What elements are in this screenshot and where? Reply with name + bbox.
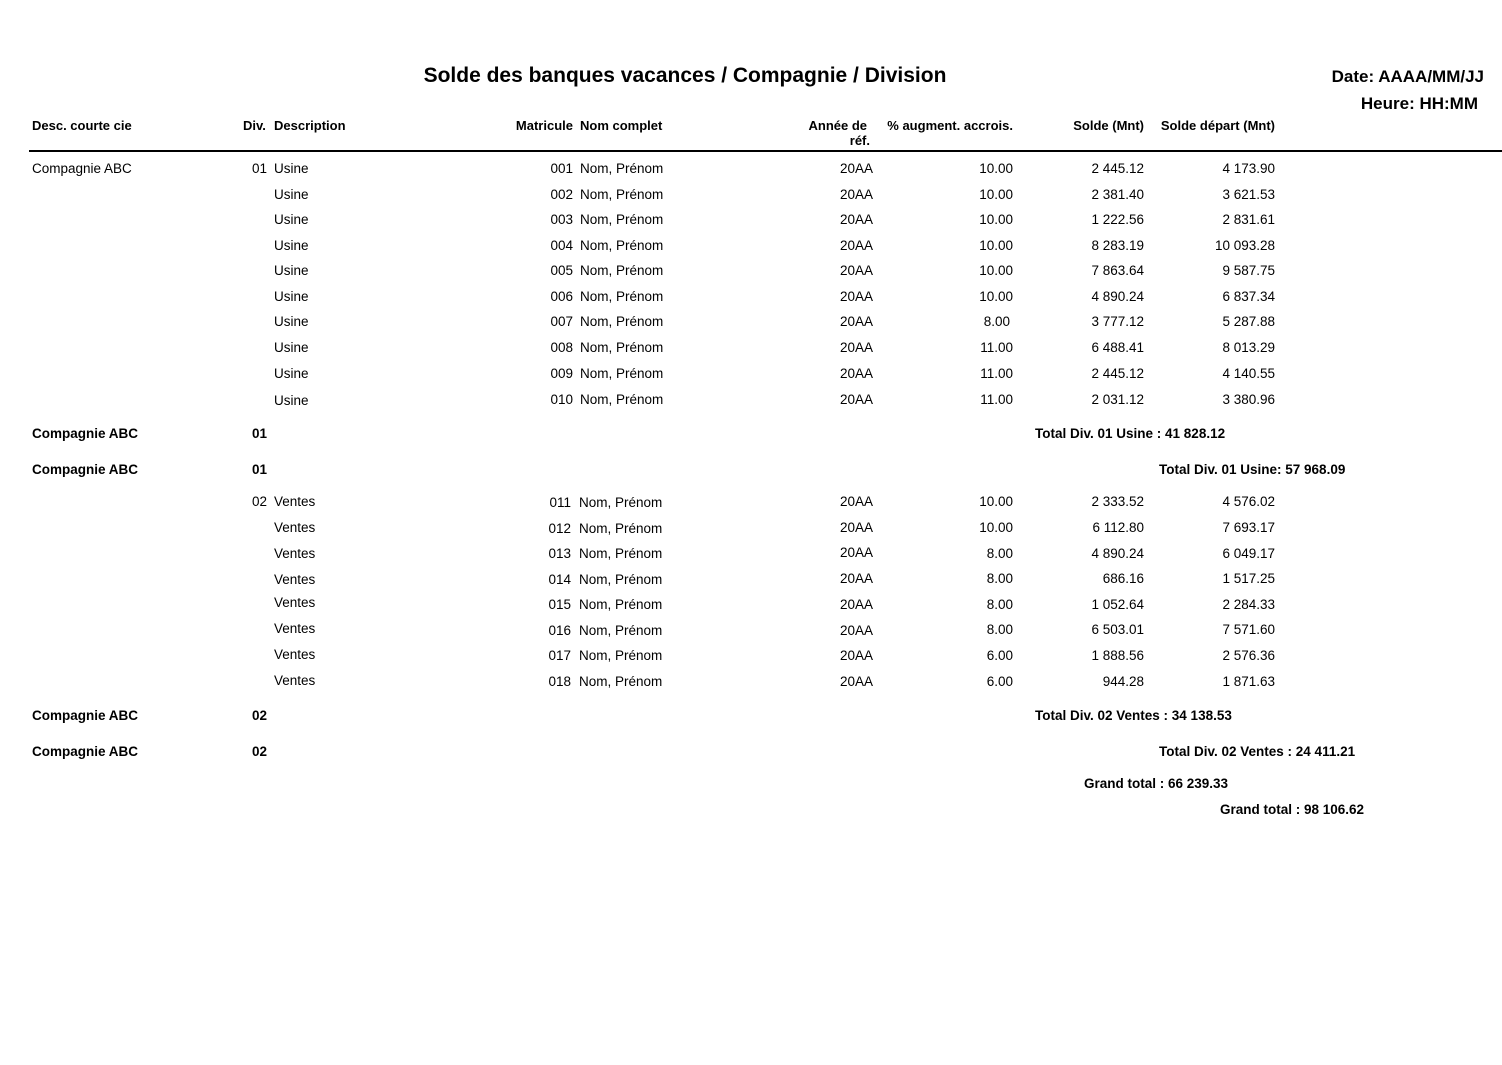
row-name: Nom, Prénom — [580, 187, 664, 202]
row-name: Nom, Prénom — [579, 648, 663, 663]
row-pct: 6.00 — [986, 648, 1013, 663]
row-start-balance: 2 831.61 — [1222, 212, 1275, 227]
row-balance: 1 222.56 — [1091, 212, 1144, 227]
subtotal-div-code: 01 — [252, 462, 268, 477]
row-description: Ventes — [274, 572, 316, 587]
subtotal-start-balance: Total Div. 01 Usine: 57 968.09 — [1159, 462, 1346, 477]
row-start-balance: 5 287.88 — [1222, 314, 1275, 329]
row-start-balance: 3 621.53 — [1222, 187, 1275, 202]
row-description: Usine — [274, 289, 309, 304]
row-pct: 11.00 — [980, 340, 1013, 355]
row-balance: 944.28 — [1102, 674, 1144, 689]
row-start-balance: 4 576.02 — [1222, 494, 1275, 509]
header-name: Nom complet — [580, 118, 663, 133]
row-matricule: 012 — [548, 521, 571, 536]
row-start-balance: 9 587.75 — [1222, 263, 1275, 278]
header-year-line2: réf. — [849, 133, 870, 148]
header-matricule: Matricule — [515, 118, 573, 133]
report-time: Heure: HH:MM — [1360, 94, 1478, 113]
row-year: 20AA — [839, 674, 873, 689]
row-pct: 8.00 — [986, 546, 1013, 561]
row-pct: 6.00 — [986, 674, 1013, 689]
header-div: Div. — [243, 118, 266, 133]
row-year: 20AA — [839, 238, 873, 253]
row-balance: 1 888.56 — [1091, 648, 1144, 663]
row-year: 20AA — [839, 520, 873, 535]
row-name: Nom, Prénom — [579, 521, 663, 536]
row-description: Ventes — [274, 494, 316, 509]
header-description: Description — [274, 118, 346, 133]
subtotal-div-code: 02 — [252, 708, 268, 723]
row-description: Usine — [274, 263, 309, 278]
grand-total-balance: Grand total : 66 239.33 — [1084, 776, 1229, 791]
row-matricule: 008 — [550, 340, 573, 355]
row-name: Nom, Prénom — [579, 597, 663, 612]
row-balance: 1 052.64 — [1091, 597, 1144, 612]
row-description: Usine — [274, 212, 309, 227]
row-start-balance: 10 093.28 — [1214, 238, 1275, 253]
row-description: Usine — [274, 393, 309, 408]
row-description: Usine — [274, 366, 309, 381]
row-balance: 6 488.41 — [1091, 340, 1144, 355]
row-pct: 10.00 — [979, 212, 1013, 227]
header-start-balance: Solde départ (Mnt) — [1160, 118, 1275, 133]
row-pct: 10.00 — [979, 520, 1013, 535]
row-start-balance: 6 049.17 — [1222, 546, 1275, 561]
header-company: Desc. courte cie — [32, 118, 132, 133]
subtotal-balance: Total Div. 01 Usine : 41 828.12 — [1035, 426, 1226, 441]
row-start-balance: 4 140.55 — [1222, 366, 1275, 381]
grand-total-start-balance: Grand total : 98 106.62 — [1220, 802, 1365, 817]
row-name: Nom, Prénom — [580, 340, 664, 355]
row-name: Nom, Prénom — [579, 572, 663, 587]
row-start-balance: 6 837.34 — [1222, 289, 1275, 304]
row-name: Nom, Prénom — [579, 546, 663, 561]
row-balance: 7 863.64 — [1091, 263, 1144, 278]
row-balance: 4 890.24 — [1091, 546, 1144, 561]
row-pct: 8.00 — [986, 622, 1013, 637]
subtotal-div-code: 01 — [252, 426, 268, 441]
row-year: 20AA — [839, 366, 873, 381]
row-name: Nom, Prénom — [580, 392, 664, 407]
row-pct: 8.00 — [986, 571, 1013, 586]
report-date: Date: AAAA/MM/JJ — [1331, 67, 1484, 86]
row-name: Nom, Prénom — [580, 366, 664, 381]
row-description: Ventes — [274, 546, 316, 561]
group-div-code: 02 — [252, 494, 268, 509]
row-description: Usine — [274, 161, 309, 176]
row-pct: 10.00 — [979, 161, 1013, 176]
row-matricule: 007 — [550, 314, 573, 329]
row-year: 20AA — [839, 545, 873, 560]
row-year: 20AA — [839, 212, 873, 227]
row-year: 20AA — [839, 571, 873, 586]
row-pct: 10.00 — [979, 494, 1013, 509]
row-start-balance: 3 380.96 — [1222, 392, 1275, 407]
row-year: 20AA — [839, 263, 873, 278]
row-start-balance: 8 013.29 — [1222, 340, 1275, 355]
subtotal-company: Compagnie ABC — [32, 708, 139, 723]
row-start-balance: 2 576.36 — [1222, 648, 1275, 663]
row-balance: 3 777.12 — [1091, 314, 1144, 329]
row-matricule: 010 — [550, 392, 573, 407]
row-matricule: 004 — [550, 238, 573, 253]
row-balance: 2 445.12 — [1091, 366, 1144, 381]
row-name: Nom, Prénom — [580, 314, 664, 329]
row-description: Ventes — [274, 673, 316, 688]
row-name: Nom, Prénom — [580, 238, 664, 253]
row-year: 20AA — [839, 161, 873, 176]
row-year: 20AA — [839, 597, 873, 612]
row-matricule: 018 — [548, 674, 571, 689]
subtotal-div-code: 02 — [252, 744, 268, 759]
row-description: Ventes — [274, 595, 316, 610]
row-year: 20AA — [839, 314, 873, 329]
row-matricule: 015 — [548, 597, 571, 612]
row-pct: 8.00 — [983, 314, 1010, 329]
report-title: Solde des banques vacances / Compagnie / Division — [423, 64, 947, 87]
row-pct: 8.00 — [986, 597, 1013, 612]
row-pct: 10.00 — [979, 238, 1013, 253]
row-matricule: 003 — [550, 212, 573, 227]
group-div-code: 01 — [252, 161, 268, 176]
row-pct: 10.00 — [979, 289, 1013, 304]
row-name: Nom, Prénom — [580, 161, 664, 176]
row-description: Usine — [274, 238, 309, 253]
row-pct: 10.00 — [979, 263, 1013, 278]
row-year: 20AA — [839, 340, 873, 355]
row-balance: 686.16 — [1102, 571, 1144, 586]
row-year: 20AA — [839, 289, 873, 304]
row-matricule: 016 — [548, 623, 571, 638]
row-start-balance: 1 517.25 — [1222, 571, 1275, 586]
row-year: 20AA — [839, 187, 873, 202]
row-year: 20AA — [839, 494, 873, 509]
row-matricule: 001 — [550, 161, 573, 176]
row-pct: 11.00 — [980, 392, 1013, 407]
row-description: Usine — [274, 340, 309, 355]
row-year: 20AA — [839, 648, 873, 663]
row-name: Nom, Prénom — [579, 623, 663, 638]
row-pct: 11.00 — [980, 366, 1013, 381]
row-description: Ventes — [274, 647, 316, 662]
subtotal-company: Compagnie ABC — [32, 744, 139, 759]
row-name: Nom, Prénom — [580, 289, 664, 304]
row-start-balance: 7 571.60 — [1222, 622, 1275, 637]
row-description: Usine — [274, 314, 309, 329]
subtotal-balance: Total Div. 02 Ventes : 34 138.53 — [1035, 708, 1232, 723]
row-matricule: 009 — [550, 366, 573, 381]
row-start-balance: 1 871.63 — [1222, 674, 1275, 689]
row-name: Nom, Prénom — [580, 212, 664, 227]
subtotal-company: Compagnie ABC — [32, 426, 139, 441]
row-balance: 8 283.19 — [1091, 238, 1144, 253]
row-start-balance: 7 693.17 — [1222, 520, 1275, 535]
row-matricule: 017 — [548, 648, 571, 663]
row-pct: 10.00 — [979, 187, 1013, 202]
header-rule — [29, 150, 1502, 152]
row-description: Ventes — [274, 621, 316, 636]
row-matricule: 006 — [550, 289, 573, 304]
row-matricule: 013 — [548, 546, 571, 561]
row-balance: 2 031.12 — [1091, 392, 1144, 407]
row-matricule: 005 — [550, 263, 573, 278]
row-balance: 2 333.52 — [1091, 494, 1144, 509]
header-pct: % augment. accrois. — [887, 118, 1013, 133]
row-name: Nom, Prénom — [580, 263, 664, 278]
group-company: Compagnie ABC — [32, 161, 132, 176]
row-description: Ventes — [274, 520, 316, 535]
row-balance: 6 112.80 — [1092, 520, 1144, 535]
row-balance: 4 890.24 — [1091, 289, 1144, 304]
row-matricule: 002 — [550, 187, 573, 202]
row-balance: 2 445.12 — [1091, 161, 1144, 176]
row-description: Usine — [274, 187, 309, 202]
row-year: 20AA — [839, 623, 873, 638]
row-balance: 2 381.40 — [1091, 187, 1144, 202]
row-year: 20AA — [839, 392, 873, 407]
row-matricule: 014 — [548, 572, 571, 587]
row-start-balance: 4 173.90 — [1222, 161, 1275, 176]
row-start-balance: 2 284.33 — [1222, 597, 1275, 612]
row-matricule: 011 — [549, 495, 571, 510]
row-balance: 6 503.01 — [1091, 622, 1144, 637]
subtotal-company: Compagnie ABC — [32, 462, 139, 477]
row-name: Nom, Prénom — [579, 495, 663, 510]
subtotal-start-balance: Total Div. 02 Ventes : 24 411.21 — [1159, 744, 1356, 759]
header-balance: Solde (Mnt) — [1073, 118, 1144, 133]
header-year-line1: Année de — [808, 118, 867, 133]
row-name: Nom, Prénom — [579, 674, 663, 689]
